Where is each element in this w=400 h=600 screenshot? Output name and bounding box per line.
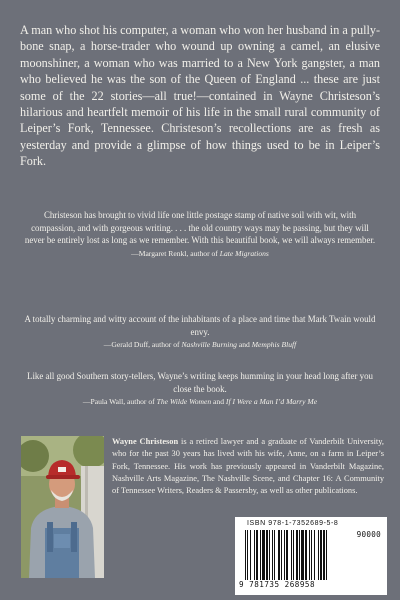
author-bio	[112, 436, 384, 497]
bio-paragraph	[112, 436, 384, 497]
author-photo	[21, 436, 104, 578]
endorsement-text: Christeson has brought to vivid life one little postage stamp of native soil with wit, with compassion, and with gorgeous writing. . . . the old country ways may be passing, but they will never be entirely lost as long as we remember. With this beautiful book, we will always remember.	[24, 210, 376, 246]
bio-text: is a retired lawyer and a graduate of Vanderbilt University, who for the past 30 years has lived with his wife, Anne, on a farm in Leiper’s Fork, Tennessee. His work has previously appeared in Vanderbilt Magazine, Nashville Arts Magazine, The Nashville Scene, and Chapter 16: A Community of Tennessee Writers, Readers & Passersby, as well as other publications.	[112, 437, 384, 496]
attribution-work: Late Migrations	[219, 248, 269, 258]
author-photo-illustration	[21, 436, 104, 578]
attribution-author: —Paula Wall, author of	[82, 397, 157, 407]
attribution-author: —Margaret Renkl, author of	[131, 248, 220, 258]
isbn-label: ISBN 978-1-7352689-5-8	[247, 520, 339, 527]
attribution-work: The Wilde Women	[156, 397, 212, 407]
endorsement-text: Like all good Southern story-tellers, Wayne’s writing keeps humming in your head long after you close the book.	[27, 371, 373, 394]
barcode-digits: 9 781735 268958	[239, 580, 316, 589]
endorsement-attribution	[24, 248, 376, 259]
price-code: 90000	[356, 530, 381, 539]
blurb-text: A man who shot his computer, a woman who won her husband in a pully-bone snap, a horse-trader who wound up owning a camel, an elusive moonshiner, a woman who was married to a New York gangster, a man who believed he was the son of the Queen of England ... these are just some of the 22 stories—all true!—contained in Wayne Christeson’s hilarious and heartfelt memoir of his life in the small rural community of Leiper’s Fork, Tennessee. Christeson’s recollections are as fresh as yesterday and provide a glimpse of how things used to be in Leiper’s Fork.	[20, 23, 380, 169]
isbn-barcode	[245, 530, 349, 582]
back-cover-blurb	[20, 22, 380, 170]
attribution-work-2: If I Were a Man I’d Marry Me	[225, 397, 318, 407]
attribution-work: Nashville Burning	[181, 340, 237, 350]
attribution-work-2: Memphis Bluff	[251, 340, 297, 350]
attribution-author: —Gerald Duff, author of	[103, 340, 182, 350]
endorsement-duff	[24, 313, 376, 350]
endorsement-wall	[24, 370, 376, 407]
author-name: Wayne Christeson	[112, 437, 179, 446]
endorsement-attribution	[24, 396, 376, 407]
endorsement-text: A totally charming and witty account of the inhabitants of a place and time that Mark Twain would envy.	[24, 314, 376, 337]
attribution-joiner: and	[236, 340, 252, 350]
endorsement-renkl	[24, 209, 376, 259]
isbn-barcode-block	[235, 517, 387, 595]
endorsement-attribution	[24, 339, 376, 350]
attribution-joiner: and	[211, 397, 226, 407]
